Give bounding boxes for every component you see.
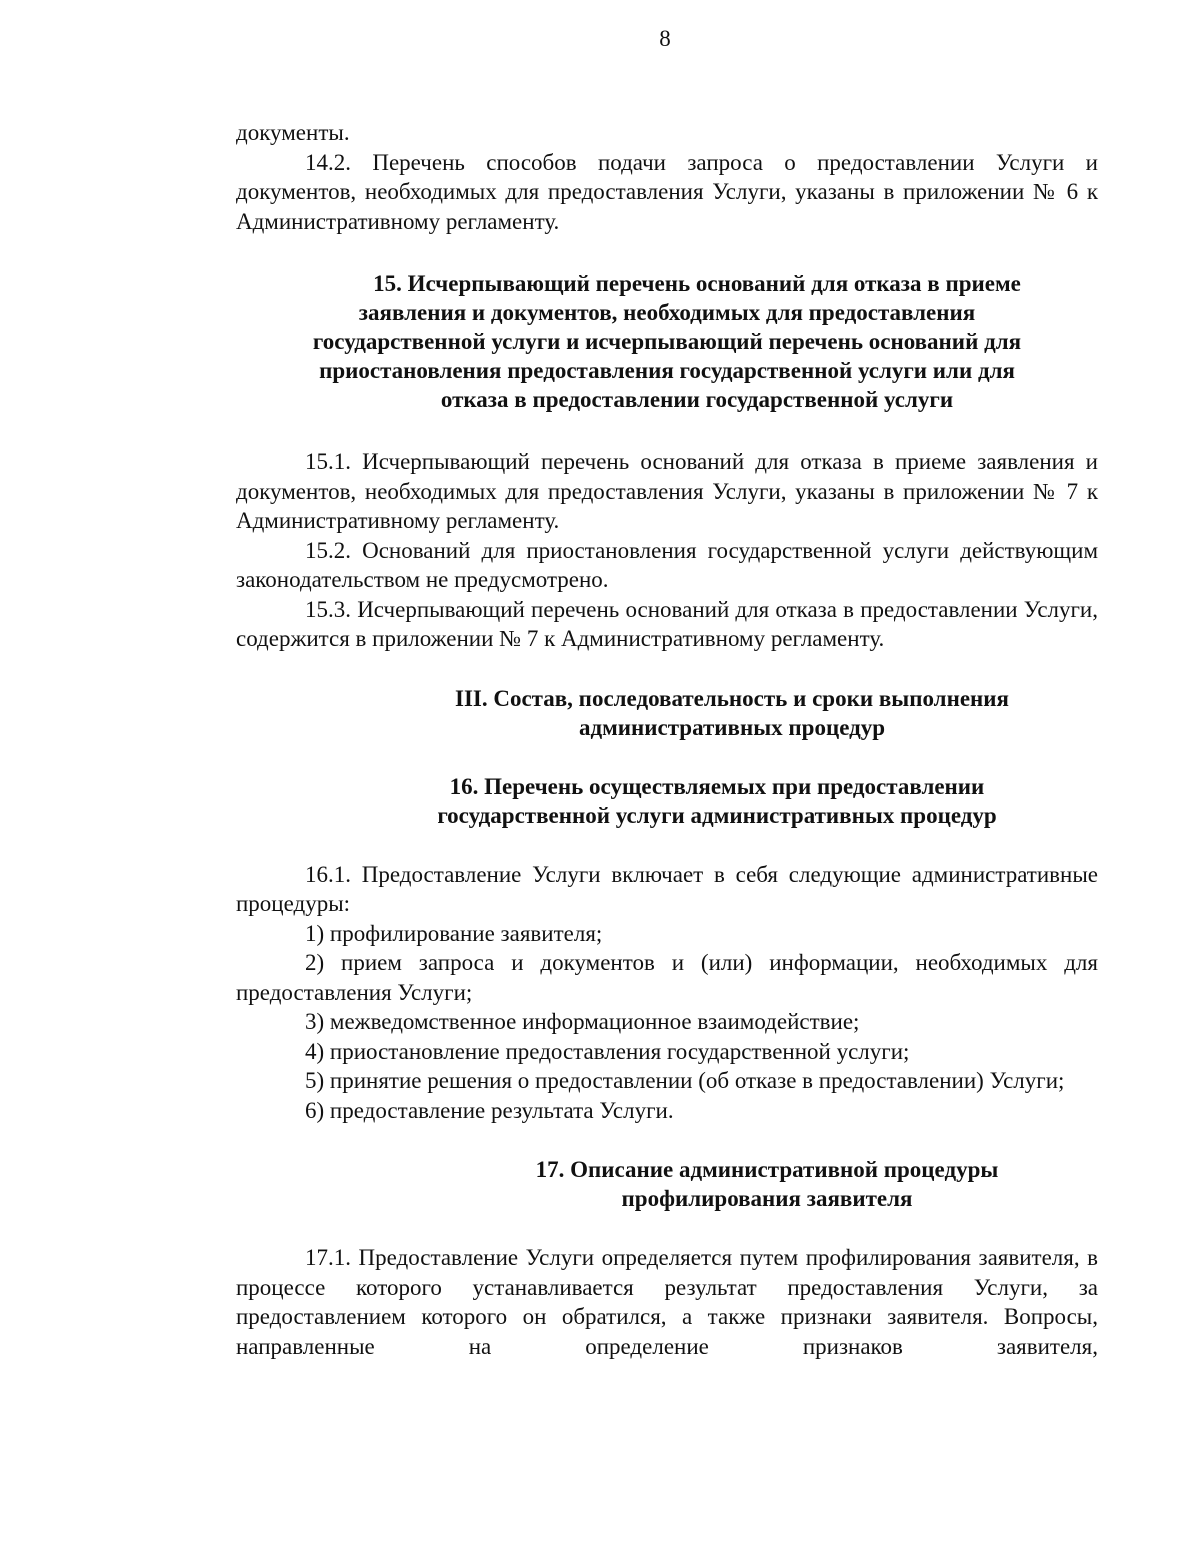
- paragraph-15-1: 15.1. Исчерпывающий перечень оснований для отказа в приеме заявления и документов, необходимых для предоставления Услуги, указаны в приложении № 7 к Административному регламенту.: [236, 449, 1098, 533]
- paragraph-15-3: 15.3. Исчерпывающий перечень оснований для отказа в предоставлении Услуги, содержится в приложении № 7 к Административному регламенту.: [236, 596, 1098, 651]
- continuation-text: документы.: [236, 120, 350, 145]
- list-item: 6) предоставление результата Услуги.: [305, 1097, 674, 1123]
- list-item: 5) принятие решения о предоставлении (об отказе в предоставлении) Услуги;: [305, 1068, 1065, 1093]
- heading-line: государственной услуги административных процедур: [437, 802, 997, 828]
- heading-line: административных процедур: [578, 714, 886, 740]
- heading-line: 17. Описание административной процедуры: [535, 1157, 999, 1182]
- section-17-heading: [236, 1155, 1098, 1213]
- heading-line: 15. Исчерпывающий перечень оснований для отказа в приеме: [373, 271, 1021, 296]
- list-item: 2) прием запроса и документов и (или) информации, необходимых для предоставления Услуги;: [236, 950, 1098, 1005]
- part-3-heading: [236, 684, 1098, 742]
- list-item: 1) профилирование заявителя;: [305, 920, 603, 946]
- section-15-heading: [236, 269, 1098, 414]
- paragraph-16-1: 16.1. Предоставление Услуги включает в себя следующие административные процедуры:: [236, 861, 1098, 916]
- document-body: [236, 118, 1098, 1361]
- heading-line: отказа в предоставлении государственной услуги: [440, 387, 954, 412]
- section-16-heading: [236, 772, 1098, 830]
- heading-line: профилирования заявителя: [621, 1186, 913, 1211]
- heading-line: III. Состав, последовательность и сроки выполнения: [455, 685, 1009, 711]
- paragraph-17-1: 17.1. Предоставление Услуги определяется путем профилирования заявителя, в процессе которого устанавливается результат предоставления Услуги, за предоставлением которого он обратился, а также признаки заявителя. Вопросы, направленные на определение признаков заявителя,: [236, 1245, 1098, 1359]
- heading-line: заявления и документов, необходимых для предоставления: [358, 300, 976, 325]
- list-item: 4) приостановление предоставления государственной услуги;: [305, 1038, 910, 1064]
- page-number: 8: [659, 26, 671, 51]
- list-item: 3) межведомственное информационное взаимодействие;: [305, 1009, 860, 1034]
- heading-line: приостановления предоставления государственной услуги или для: [319, 358, 1015, 383]
- heading-line: государственной услуги и исчерпывающий перечень оснований для: [312, 329, 1022, 354]
- paragraph-14-2: 14.2. Перечень способов подачи запроса о предоставлении Услуги и документов, необходимых для предоставления Услуги, указаны в приложении № 6 к Административному регламенту.: [236, 149, 1098, 234]
- heading-line: 16. Перечень осуществляемых при предоставлении: [449, 773, 985, 799]
- paragraph-15-2: 15.2. Оснований для приостановления государственной услуги действующим законодательством не предусмотрено.: [236, 537, 1098, 592]
